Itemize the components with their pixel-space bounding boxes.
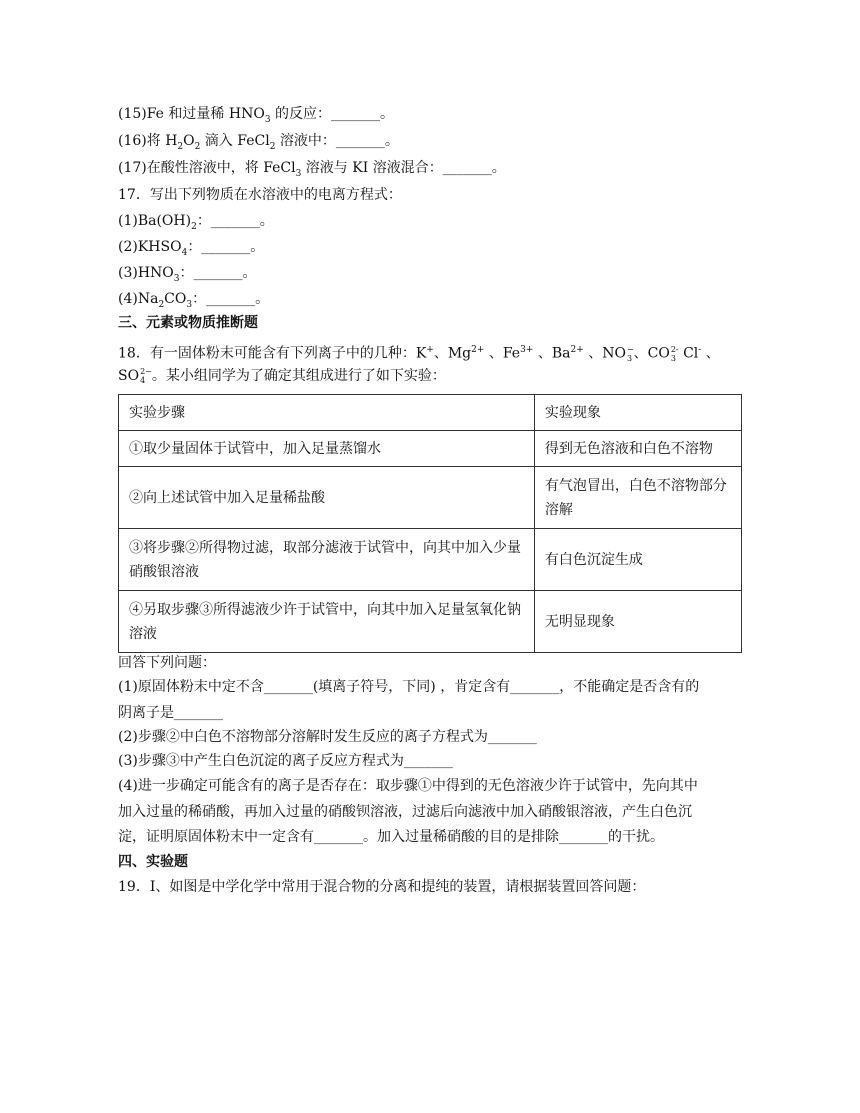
no3-charge: − [626, 344, 634, 354]
fe-ion: 、Fe [488, 345, 521, 362]
q17-4-sub: 2 [158, 299, 165, 310]
observation-cell: 有白色沉淀生成 [534, 529, 741, 591]
step-cell: ④另取步骤③所得滤液少许于试管中，向其中加入足量氢氧化钠溶液 [119, 591, 535, 653]
question-15 [118, 104, 748, 130]
question-18-intro-line2 [118, 366, 748, 386]
answer-1-line2: 阴离子是_______ [118, 705, 223, 721]
section-3-heading: 三、元素或物质推断题 [118, 315, 258, 331]
answer-1-line1: (1)原固体粉末中定不含_______(填离子符号，下同) ，肯定含有_______，不能确定是否含有的 [118, 679, 700, 695]
q17-item-1 [118, 211, 748, 237]
section-4-heading: 四、实验题 [118, 854, 188, 870]
mg-ion: 、Mg [433, 345, 472, 362]
q16-sub2: 2 [194, 141, 201, 152]
q17-1-blank: ：_______。 [196, 213, 274, 229]
q17-2-sub: 4 [181, 247, 188, 258]
q16-text: (16)将 H [118, 133, 178, 149]
answer-3: (3)步骤③中产生白色沉淀的离子反应方程式为_______ [118, 753, 453, 769]
fe-charge: 3+ [520, 345, 534, 355]
answer-intro: 回答下列问题： [118, 655, 216, 671]
q16-sub3: 2 [269, 141, 276, 152]
observation-cell: 有气泡冒出，白色不溶物部分溶解 [534, 467, 741, 529]
step-cell: ②向上述试管中加入足量稀盐酸 [119, 467, 535, 529]
no3-ion: 、NO [588, 345, 626, 362]
q15-text: (15)Fe 和过量稀 HNO [118, 106, 265, 122]
no3-script [627, 345, 634, 363]
question-19: 19．I、如图是中学化学中常用于混合物的分离和提纯的装置，请根据装置回答问题： [118, 879, 646, 895]
step-cell: ①取少量固体于试管中，加入足量蒸馏水 [119, 431, 535, 467]
q17-1-text: (1)Ba(OH) [118, 213, 192, 229]
q16-fecl: 滴入 FeCl [200, 133, 270, 149]
q17-4-co: CO [164, 291, 187, 307]
question-17-title: 17．写出下列物质在水溶液中的电离方程式： [118, 187, 402, 203]
q17s-blank: 溶液与 KI 溶液混合：_______。 [301, 160, 506, 176]
header-steps: 实验步骤 [119, 395, 535, 431]
mg-charge: 2+ [471, 345, 485, 355]
q17-3-blank: ：_______。 [179, 265, 257, 281]
experiment-table [118, 394, 742, 653]
question-18-intro-line1 [118, 340, 748, 364]
q17-2-text: (2)KHSO [118, 239, 182, 255]
question-17-sub [118, 158, 748, 184]
q17-3-sub: 3 [173, 273, 180, 284]
ba-charge: 2+ [570, 345, 584, 355]
q17-2-blank: ：_______。 [187, 239, 265, 255]
q17-1-sub: 2 [191, 221, 197, 232]
so4-ion: SO [118, 368, 140, 384]
q17-4-sub2: 3 [186, 299, 193, 310]
q17-item-4 [118, 289, 748, 315]
co3-script [671, 345, 679, 363]
header-observations: 实验现象 [534, 395, 741, 431]
table-header-row [119, 395, 742, 431]
so4-script [140, 367, 152, 385]
co3-sub: 3 [670, 353, 676, 363]
q17-item-3 [118, 263, 748, 289]
so4-charge: 2− [140, 367, 152, 376]
q18-intro: 18．有一固体粉末可能含有下列离子中的几种：K [118, 345, 427, 362]
answer-4-line2: 加入过量的稀硝酸，再加入过量的硝酸钡溶液，过滤后向滤液中加入硝酸银溶液，产生白色沉 [118, 804, 692, 820]
ba-ion: 、Ba [537, 345, 571, 362]
so4-sub: 4 [140, 376, 146, 385]
q16-blank: 溶液中：_______。 [275, 133, 399, 149]
answer-4-line1: (4)进一步确定可能含有的离子是否存在：取步骤①中得到的无色溶液少许于试管中，先向其中 [118, 778, 698, 794]
cl-comma: 、 [705, 345, 720, 362]
cl-charge: - [698, 345, 702, 355]
observation-cell: 无明显现象 [534, 591, 741, 653]
q16-sub1: 2 [177, 141, 184, 152]
q17-3-text: (3)HNO [118, 265, 174, 281]
question-16 [118, 131, 748, 157]
cl-ion: Cl [683, 345, 699, 362]
q15-blank: 的反应：_______。 [270, 106, 394, 122]
table-row [119, 431, 742, 467]
q17s-text: (17)在酸性溶液中，将 FeCl [118, 160, 296, 176]
q17-4-text: (4)Na [118, 291, 159, 307]
answer-4-line3: 淀，证明原固体粉末中一定含有_______。加入过量稀硝酸的目的是排除_______的干扰。 [118, 829, 664, 845]
q17-item-2 [118, 237, 748, 263]
q18-intro-post: 。某小组同学为了确定其组成进行了如下实验： [151, 368, 446, 384]
table-row [119, 591, 742, 653]
k-charge: + [426, 345, 434, 355]
q16-o: O [183, 133, 195, 149]
co3-ion: 、CO [633, 345, 670, 362]
q17-4-blank: ：_______。 [192, 291, 270, 307]
table-row [119, 467, 742, 529]
q15-sub: 3 [264, 114, 271, 125]
q17s-sub: 3 [295, 168, 302, 179]
answer-2: (2)步骤②中白色不溶物部分溶解时发生反应的离子方程式为_______ [118, 729, 537, 745]
table-row [119, 529, 742, 591]
no3-sub: 3 [626, 353, 633, 363]
co3-charge: 2- [670, 344, 679, 354]
observation-cell: 得到无色溶液和白色不溶物 [534, 431, 741, 467]
step-cell: ③将步骤②所得物过滤，取部分滤液于试管中，向其中加入少量硝酸银溶液 [119, 529, 535, 591]
